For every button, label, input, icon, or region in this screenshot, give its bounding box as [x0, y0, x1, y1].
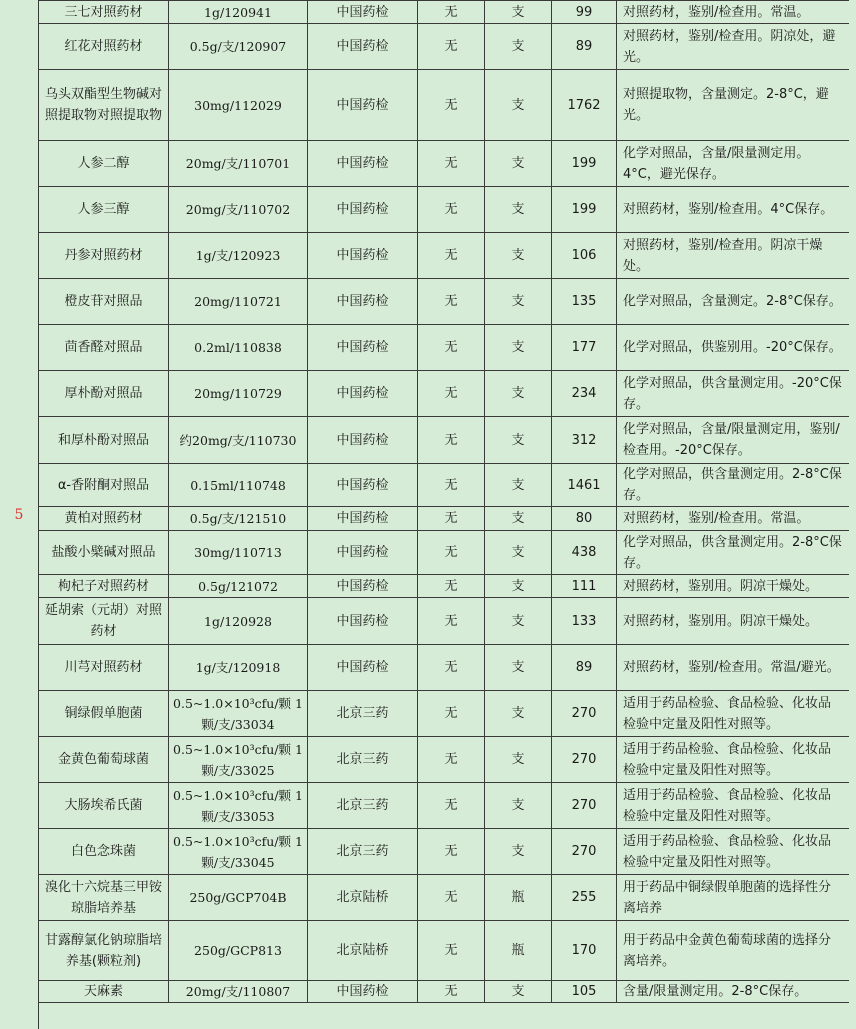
note-cell: 含量/限量测定用。2-8°C保存。 — [617, 981, 850, 1003]
product-name-cell: 川芎对照药材 — [39, 645, 169, 691]
note-cell: 化学对照品，供含量测定用。2-8°C保存。 — [617, 464, 850, 507]
group-number: 5 — [14, 506, 24, 523]
note-cell: 对照药材，鉴别/检查用。常温。 — [617, 507, 850, 531]
price-cell: 1762 — [552, 70, 617, 141]
spec-cell: 1g/支/120918 — [169, 645, 308, 691]
note-cell: 适用于药品检验、食品检验、化妆品检验中定量及阳性对照等。 — [617, 783, 850, 829]
note-cell: 化学对照品，供含量测定用。-20°C保存。 — [617, 371, 850, 417]
unit-cell: 支 — [485, 24, 552, 70]
product-name-cell: 人参三醇 — [39, 187, 169, 233]
unit-cell: 支 — [485, 981, 552, 1003]
unit-cell: 支 — [485, 1, 552, 24]
unit-cell: 支 — [485, 325, 552, 371]
spec-cell: 1g/120928 — [169, 598, 308, 645]
table-row — [39, 24, 850, 70]
product-name-cell: 铜绿假单胞菌 — [39, 691, 169, 737]
table-row — [39, 598, 850, 645]
product-name-cell: 延胡索（元胡）对照药材 — [39, 598, 169, 645]
price-cell: 177 — [552, 325, 617, 371]
hazard-cell: 无 — [418, 645, 485, 691]
source-cell: 北京三药 — [308, 691, 418, 737]
product-name-cell: 甘露醇氯化钠琼脂培养基(颗粒剂) — [39, 921, 169, 981]
unit-cell: 支 — [485, 464, 552, 507]
price-cell: 199 — [552, 187, 617, 233]
hazard-cell: 无 — [418, 417, 485, 464]
source-cell: 北京三药 — [308, 829, 418, 875]
hazard-cell: 无 — [418, 981, 485, 1003]
note-cell: 化学对照品，含量/限量测定用，鉴别/检查用。-20°C保存。 — [617, 417, 850, 464]
unit-cell: 支 — [485, 575, 552, 598]
product-name-cell: 乌头双酯型生物碱对照提取物对照提取物 — [39, 70, 169, 141]
note-cell: 对照药材，鉴别用。阴凉干燥处。 — [617, 575, 850, 598]
table-row — [39, 783, 850, 829]
unit-cell: 支 — [485, 70, 552, 141]
hazard-cell: 无 — [418, 233, 485, 279]
note-cell: 对照药材，鉴别/检查用。常温。 — [617, 1, 850, 24]
product-name-cell: 茴香醛对照品 — [39, 325, 169, 371]
product-name-cell: 橙皮苷对照品 — [39, 279, 169, 325]
spec-cell: 0.5g/121072 — [169, 575, 308, 598]
unit-cell: 支 — [485, 645, 552, 691]
unit-cell: 支 — [485, 233, 552, 279]
source-cell: 北京三药 — [308, 737, 418, 783]
spec-cell: 1g/支/120923 — [169, 233, 308, 279]
price-cell: 170 — [552, 921, 617, 981]
spec-cell: 0.5g/支/121510 — [169, 507, 308, 531]
product-name-cell: α-香附酮对照品 — [39, 464, 169, 507]
spec-cell: 0.5~1.0×10³cfu/颗 1颗/支/33045 — [169, 829, 308, 875]
unit-cell: 支 — [485, 417, 552, 464]
spec-cell: 30mg/110713 — [169, 531, 308, 575]
hazard-cell: 无 — [418, 829, 485, 875]
source-cell: 北京陆桥 — [308, 921, 418, 981]
unit-cell: 支 — [485, 187, 552, 233]
note-cell: 用于药品中铜绿假单胞菌的选择性分离培养 — [617, 875, 850, 921]
unit-cell: 支 — [485, 691, 552, 737]
source-cell: 中国药检 — [308, 507, 418, 531]
spec-cell: 20mg/支/110807 — [169, 981, 308, 1003]
spec-cell: 250g/GCP704B — [169, 875, 308, 921]
product-name-cell: 盐酸小檗碱对照品 — [39, 531, 169, 575]
unit-cell: 支 — [485, 598, 552, 645]
hazard-cell: 无 — [418, 691, 485, 737]
table-row — [39, 921, 850, 981]
product-name-cell: 人参二醇 — [39, 141, 169, 187]
table-row — [39, 737, 850, 783]
source-cell: 中国药检 — [308, 598, 418, 645]
note-cell: 对照药材，鉴别/检查用。4°C保存。 — [617, 187, 850, 233]
note-cell: 化学对照品，供含量测定用。2-8°C保存。 — [617, 531, 850, 575]
hazard-cell: 无 — [418, 325, 485, 371]
group-column — [0, 0, 39, 1029]
table-row — [39, 829, 850, 875]
product-name-cell: 和厚朴酚对照品 — [39, 417, 169, 464]
note-cell: 适用于药品检验、食品检验、化妆品检验中定量及阳性对照等。 — [617, 829, 850, 875]
note-cell: 适用于药品检验、食品检验、化妆品检验中定量及阳性对照等。 — [617, 691, 850, 737]
price-cell: 255 — [552, 875, 617, 921]
source-cell: 中国药检 — [308, 464, 418, 507]
hazard-cell: 无 — [418, 737, 485, 783]
source-cell: 中国药检 — [308, 187, 418, 233]
hazard-cell: 无 — [418, 464, 485, 507]
source-cell: 中国药检 — [308, 233, 418, 279]
table-row — [39, 691, 850, 737]
source-cell: 中国药检 — [308, 371, 418, 417]
product-name-cell: 三七对照药材 — [39, 1, 169, 24]
hazard-cell: 无 — [418, 1, 485, 24]
spec-cell: 0.5~1.0×10³cfu/颗 1颗/支/33053 — [169, 783, 308, 829]
table-row — [39, 575, 850, 598]
product-name-cell: 溴化十六烷基三甲铵琼脂培养基 — [39, 875, 169, 921]
source-cell: 中国药检 — [308, 279, 418, 325]
note-cell: 对照药材，鉴别/检查用。阴凉干燥处。 — [617, 233, 850, 279]
price-cell: 270 — [552, 737, 617, 783]
product-name-cell: 天麻素 — [39, 981, 169, 1003]
price-cell: 199 — [552, 141, 617, 187]
product-name-cell: 黄柏对照药材 — [39, 507, 169, 531]
source-cell: 北京陆桥 — [308, 875, 418, 921]
hazard-cell: 无 — [418, 24, 485, 70]
hazard-cell: 无 — [418, 921, 485, 981]
unit-cell: 瓶 — [485, 921, 552, 981]
source-cell: 中国药检 — [308, 24, 418, 70]
spec-cell: 250g/GCP813 — [169, 921, 308, 981]
product-name-cell: 金黄色葡萄球菌 — [39, 737, 169, 783]
reagent-table — [38, 0, 850, 1003]
unit-cell: 支 — [485, 783, 552, 829]
product-name-cell: 大肠埃希氏菌 — [39, 783, 169, 829]
unit-cell: 支 — [485, 371, 552, 417]
source-cell: 北京三药 — [308, 783, 418, 829]
hazard-cell: 无 — [418, 783, 485, 829]
spec-cell: 约20mg/支/110730 — [169, 417, 308, 464]
note-cell: 化学对照品，含量/限量测定用。4°C，避光保存。 — [617, 141, 850, 187]
table-row — [39, 325, 850, 371]
source-cell: 中国药检 — [308, 1, 418, 24]
price-cell: 80 — [552, 507, 617, 531]
price-cell: 106 — [552, 233, 617, 279]
hazard-cell: 无 — [418, 371, 485, 417]
unit-cell: 支 — [485, 531, 552, 575]
price-cell: 270 — [552, 829, 617, 875]
spec-cell: 0.2ml/110838 — [169, 325, 308, 371]
table-row — [39, 141, 850, 187]
note-cell: 适用于药品检验、食品检验、化妆品检验中定量及阳性对照等。 — [617, 737, 850, 783]
source-cell: 中国药检 — [308, 575, 418, 598]
spec-cell: 30mg/112029 — [169, 70, 308, 141]
price-cell: 1461 — [552, 464, 617, 507]
spec-cell: 20mg/110721 — [169, 279, 308, 325]
spec-cell: 0.15ml/110748 — [169, 464, 308, 507]
price-cell: 89 — [552, 645, 617, 691]
price-cell: 135 — [552, 279, 617, 325]
table-row — [39, 464, 850, 507]
hazard-cell: 无 — [418, 507, 485, 531]
note-cell: 对照药材，鉴别/检查用。阴凉处，避光。 — [617, 24, 850, 70]
price-cell: 133 — [552, 598, 617, 645]
spec-cell: 0.5~1.0×10³cfu/颗 1颗/支/33025 — [169, 737, 308, 783]
table-row — [39, 507, 850, 531]
table-row — [39, 417, 850, 464]
unit-cell: 支 — [485, 737, 552, 783]
spec-cell: 1g/120941 — [169, 1, 308, 24]
price-cell: 312 — [552, 417, 617, 464]
price-cell: 234 — [552, 371, 617, 417]
hazard-cell: 无 — [418, 531, 485, 575]
price-cell: 99 — [552, 1, 617, 24]
hazard-cell: 无 — [418, 875, 485, 921]
spec-cell: 0.5g/支/120907 — [169, 24, 308, 70]
table-row — [39, 1, 850, 24]
note-cell: 用于药品中金黄色葡萄球菌的选择分离培养。 — [617, 921, 850, 981]
unit-cell: 支 — [485, 829, 552, 875]
table-row — [39, 645, 850, 691]
table-row — [39, 371, 850, 417]
price-cell: 111 — [552, 575, 617, 598]
unit-cell: 支 — [485, 141, 552, 187]
unit-cell: 支 — [485, 279, 552, 325]
source-cell: 中国药检 — [308, 417, 418, 464]
table-row — [39, 279, 850, 325]
source-cell: 中国药检 — [308, 141, 418, 187]
hazard-cell: 无 — [418, 141, 485, 187]
source-cell: 中国药检 — [308, 531, 418, 575]
unit-cell: 瓶 — [485, 875, 552, 921]
source-cell: 中国药检 — [308, 325, 418, 371]
hazard-cell: 无 — [418, 187, 485, 233]
price-cell: 105 — [552, 981, 617, 1003]
source-cell: 中国药检 — [308, 981, 418, 1003]
table-body — [39, 1, 850, 1003]
price-cell: 438 — [552, 531, 617, 575]
product-name-cell: 红花对照药材 — [39, 24, 169, 70]
price-cell: 270 — [552, 783, 617, 829]
hazard-cell: 无 — [418, 279, 485, 325]
note-cell: 对照提取物，含量测定。2-8°C，避光。 — [617, 70, 850, 141]
product-name-cell: 白色念珠菌 — [39, 829, 169, 875]
hazard-cell: 无 — [418, 70, 485, 141]
table-row — [39, 875, 850, 921]
spec-cell: 20mg/支/110701 — [169, 141, 308, 187]
hazard-cell: 无 — [418, 598, 485, 645]
source-cell: 中国药检 — [308, 645, 418, 691]
spec-cell: 20mg/110729 — [169, 371, 308, 417]
table-row — [39, 187, 850, 233]
price-cell: 270 — [552, 691, 617, 737]
product-name-cell: 厚朴酚对照品 — [39, 371, 169, 417]
product-name-cell: 丹参对照药材 — [39, 233, 169, 279]
note-cell: 化学对照品，供鉴别用。-20°C保存。 — [617, 325, 850, 371]
table-row — [39, 531, 850, 575]
spec-cell: 20mg/支/110702 — [169, 187, 308, 233]
note-cell: 对照药材，鉴别用。阴凉干燥处。 — [617, 598, 850, 645]
spec-cell: 0.5~1.0×10³cfu/颗 1颗/支/33034 — [169, 691, 308, 737]
hazard-cell: 无 — [418, 575, 485, 598]
product-name-cell: 枸杞子对照药材 — [39, 575, 169, 598]
note-cell: 对照药材，鉴别/检查用。常温/避光。 — [617, 645, 850, 691]
unit-cell: 支 — [485, 507, 552, 531]
table-row — [39, 233, 850, 279]
price-cell: 89 — [552, 24, 617, 70]
source-cell: 中国药检 — [308, 70, 418, 141]
table-row — [39, 981, 850, 1003]
table-row — [39, 70, 850, 141]
note-cell: 化学对照品，含量测定。2-8°C保存。 — [617, 279, 850, 325]
